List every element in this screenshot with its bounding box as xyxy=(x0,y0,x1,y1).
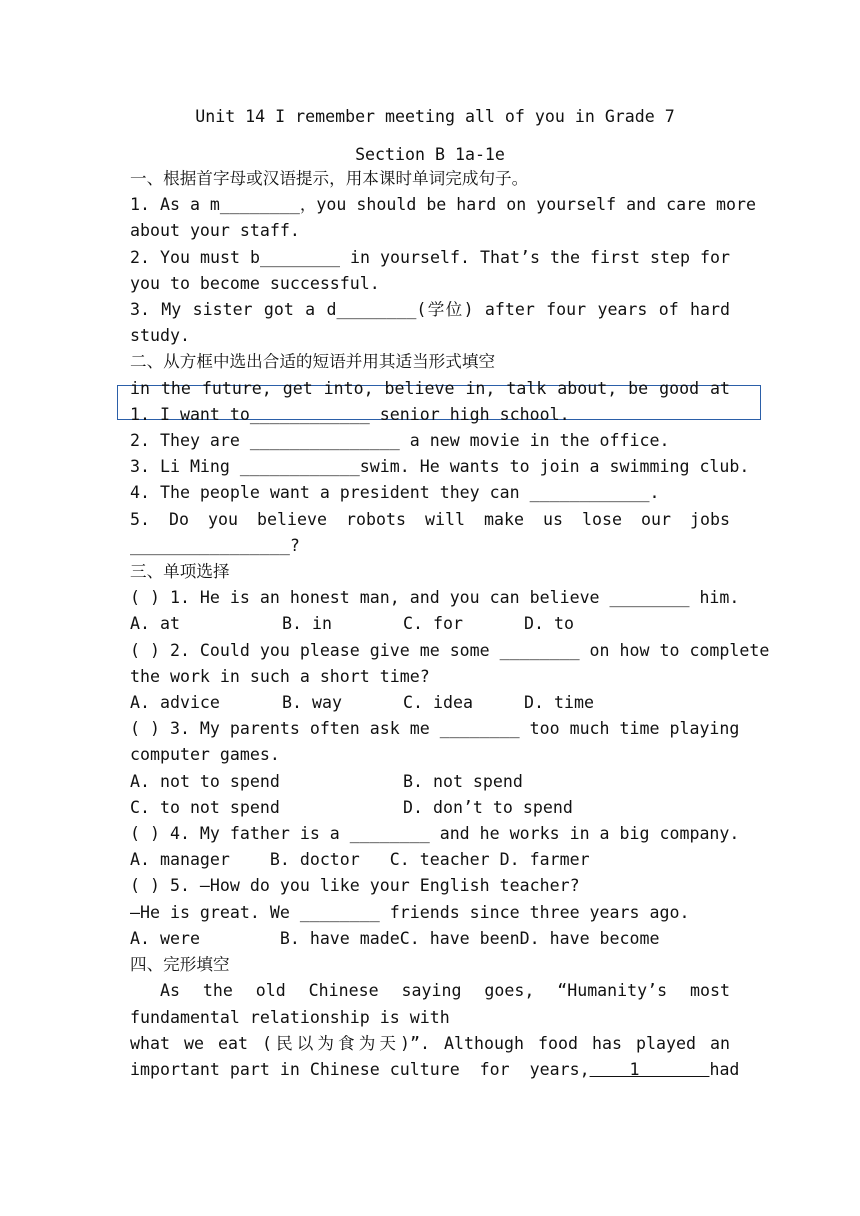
option: D. to xyxy=(524,614,574,634)
option: A. not to spend xyxy=(130,771,280,791)
question-3-options xyxy=(130,795,730,821)
section-subtitle: Section B 1a-1e xyxy=(355,145,505,164)
option: C. idea xyxy=(403,693,473,713)
question-3-cont: computer games. xyxy=(130,745,280,765)
option: C. for xyxy=(403,614,463,634)
phrase-box-words: in the future, get into, believe in, talk about, be good at xyxy=(130,378,730,398)
part2-line: 2. They are _______________ a new movie in the office. xyxy=(130,431,670,451)
part1-line: you to become successful. xyxy=(130,273,380,293)
part1-line: 3. My sister got a d________(学位) after four years of hard xyxy=(130,300,730,320)
passage-text: important part in Chinese culture for years, xyxy=(130,1059,590,1079)
part2-line: 3. Li Ming ____________swim. He wants to join a swimming club. xyxy=(130,457,750,477)
part1-line: 1. As a m________，you should be hard on yourself and care more xyxy=(130,195,757,215)
question-3: ( ) 3. My parents often ask me ________ too much time playing xyxy=(130,719,740,739)
passage-line: As the old Chinese saying goes, “Humanity’s most xyxy=(160,981,730,1001)
option: A. at xyxy=(130,614,180,634)
passage-line xyxy=(130,1057,740,1083)
part1-heading: 一、根据首字母或汉语提示，用本课时单词完成句子。 xyxy=(130,169,529,188)
part2-line: 4. The people want a president they can ____________. xyxy=(130,483,660,503)
part1-line: study. xyxy=(130,326,190,346)
question-1: ( ) 1. He is an honest man, and you can believe ________ him. xyxy=(130,588,740,608)
passage-line: fundamental relationship is with xyxy=(130,1007,450,1027)
part2-line: 1. I want to____________ senior high school. xyxy=(130,404,570,424)
question-4-options: A. manager B. doctor C. teacher D. farmer xyxy=(130,850,590,870)
option: B. in xyxy=(282,614,332,634)
part2-heading: 二、从方框中选出合适的短语并用其适当形式填空 xyxy=(130,352,496,372)
part1-line: about your staff. xyxy=(130,221,300,241)
part3-heading: 三、单项选择 xyxy=(130,562,230,582)
question-4: ( ) 4. My father is a ________ and he works in a big company. xyxy=(130,824,740,844)
passage-line: what we eat (民以为食为天)”. Although food has played an xyxy=(130,1033,730,1053)
worksheet xyxy=(130,104,770,1083)
part4-heading: 四、完形填空 xyxy=(130,955,230,975)
question-5: ( ) 5. —How do you like your English teacher? xyxy=(130,876,580,896)
part2-line: 5. Do you believe robots will make us lose our jobs xyxy=(130,509,730,529)
option: B. not spend xyxy=(403,771,523,791)
question-5-cont: —He is great. We ________ friends since three years ago. xyxy=(130,902,690,922)
blank-1: 1 xyxy=(589,1059,710,1079)
question-2-cont: the work in such a short time? xyxy=(130,666,430,686)
option: A. advice xyxy=(130,693,220,713)
option: C. to not spend xyxy=(130,797,280,817)
part1-line: 2. You must b________ in yourself. That’s the first step for xyxy=(130,247,730,267)
part2-line: ________________? xyxy=(130,535,300,555)
option: D. time xyxy=(524,693,594,713)
option: D. don’t to spend xyxy=(403,797,573,817)
question-3-options xyxy=(130,769,730,795)
passage-text: had xyxy=(709,1059,740,1079)
question-2: ( ) 2. Could you please give me some ________ on how to complete xyxy=(130,640,770,660)
question-1-options xyxy=(130,611,730,637)
question-2-options xyxy=(130,690,730,716)
page-title: Unit 14 I remember meeting all of you in Grade 7 xyxy=(195,107,675,126)
option: B. way xyxy=(282,693,342,713)
question-5-options: A. were B. have madeC. have beenD. have become xyxy=(130,928,660,948)
